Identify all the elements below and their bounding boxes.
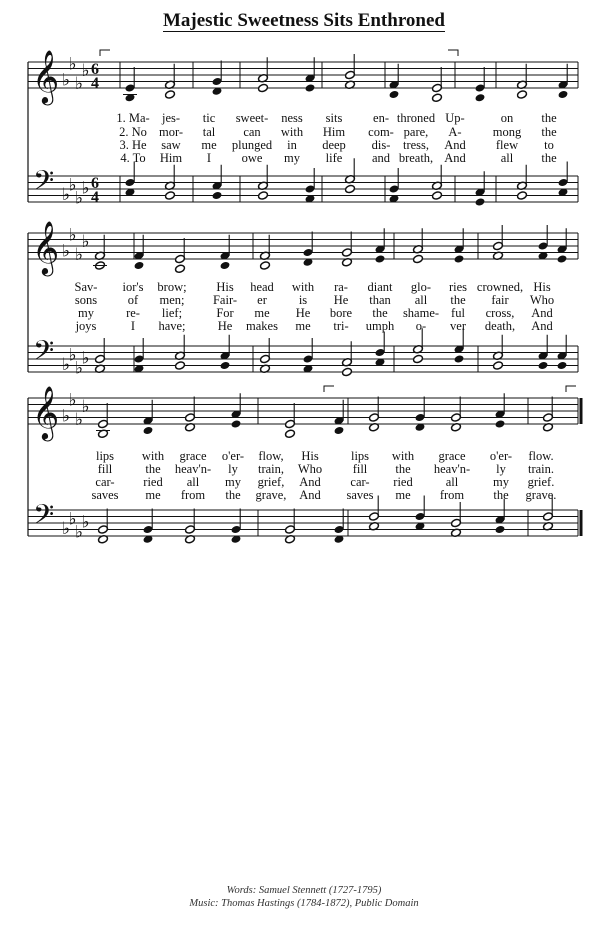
lyric-v4-s3: And [299,488,321,502]
lyric-v2-s1: com- [368,125,394,139]
flat-icon: ♭ [62,519,71,539]
lyric-v4-s3: the [225,488,241,502]
treble-quarter-note [454,254,465,263]
lyric-v4-s1: I [206,151,212,165]
lyric-v1-s3: grace [438,449,466,463]
bass-half-note [413,354,424,363]
lyric-v4-s1: breath, [398,151,434,165]
lyric-v4-s3: saves [346,488,374,502]
flat-icon: ♭ [62,355,71,375]
lyric-v4-s2: death, [484,319,516,333]
lyric-v1-s1: on [500,111,514,125]
bass-clef-icon: 𝄢 [33,498,55,537]
lyric-v4-s3: from [439,488,465,502]
lyric-v1-s2: glo- [410,280,432,294]
flat-icon: ♭ [62,70,71,91]
lyric-v1-s2: with [291,280,315,294]
bass-half-note [345,184,356,193]
bass-quarter-note [557,361,568,370]
lyric-v2-s1: tal [202,125,216,139]
lyric-v4-s2: joys [75,319,97,333]
lyric-v2-s1: pare, [403,125,429,139]
treble-half-note [165,90,176,99]
flat-icon: ♭ [75,409,84,430]
lyric-v3-s2: And [531,306,553,320]
bass-quarter-note [454,354,465,363]
lyric-v1-s2: ra- [334,280,348,294]
footer-music-credit: Music: Thomas Hastings (1784-1872), Public Domain [189,898,419,909]
lyric-v4-s2: And [531,319,553,333]
bass-half-note [165,191,176,200]
lyric-v3-s1: me [201,138,217,152]
lyric-v4-s3: the [493,488,509,502]
lyric-v4-s2: tri- [333,319,349,333]
bass-quarter-note [538,361,549,370]
bass-time-signature-bottom: 4 [91,189,99,206]
flat-icon: ♭ [75,522,84,543]
lyric-v4-s3: me [395,488,411,502]
lyric-v2-s3: heav'n- [433,462,471,476]
lyric-v2-s2: the [450,293,466,307]
lyric-v1-s2: ries [448,280,468,294]
lyric-v1-s1: the [541,111,557,125]
flat-icon: ♭ [62,185,71,205]
lyric-v2-s3: the [395,462,411,476]
lyric-v1-s1: sits [325,111,343,125]
lyric-v2-s2: sons [74,293,98,307]
bass-quarter-note [220,361,231,370]
lyric-v2-s2: is [298,293,308,307]
bass-clef-icon: 𝄢 [33,164,55,203]
lyric-v3-s3: And [299,475,321,489]
lyric-v2-s1: A- [448,125,462,139]
bass-half-note [342,367,353,376]
flat-icon: ♭ [68,345,77,366]
bass-half-note [258,191,269,200]
treble-clef-icon: 𝄞 [32,385,60,439]
lyric-v2-s3: ly [496,462,506,476]
lyric-v4-s1: my [284,151,300,165]
hymn-title: Majestic Sweetness Sits Enthroned [162,10,445,31]
bass-quarter-note [212,191,223,200]
lyric-v2-s2: Fair- [212,293,238,307]
treble-quarter-note [220,261,231,270]
lyric-v4-s1: and [371,151,391,165]
lyric-v3-s3: car- [350,475,370,489]
lyric-v2-s1: mor- [158,125,184,139]
lyric-v2-s2: He [333,293,349,307]
lyric-v3-s1: in [287,138,297,152]
lyric-v2-s2: er [257,293,267,307]
lyric-v4-s1: 4. To [120,151,146,165]
lyric-v2-s1: Him [322,125,346,139]
treble-quarter-note [134,261,145,270]
flat-icon: ♭ [81,178,90,199]
treble-quarter-note [143,426,154,435]
lyric-v1-s3: with [141,449,165,463]
footer-words-credit: Words: Samuel Stennett (1727-1795) [226,885,382,896]
lyric-v4-s2: umph [365,319,395,333]
lyric-v3-s1: deep [322,138,346,152]
lyric-v2-s1: the [541,125,557,139]
treble-quarter-note [558,90,569,99]
lyric-v3-s1: flew [495,138,519,152]
treble-quarter-note [334,426,345,435]
lyric-v4-s2: I [130,319,136,333]
lyric-v3-s2: For [216,306,234,320]
lyric-v3-s3: all [186,475,200,489]
flat-icon: ♭ [68,390,77,411]
lyric-v2-s2: than [369,293,391,307]
treble-half-note [413,254,424,263]
bass-half-note [493,361,504,370]
lyric-v1-s1: sweet- [235,111,269,125]
lyric-v3-s3: ried [143,475,163,489]
flat-icon: ♭ [68,509,77,530]
lyric-v3-s1: 3. He [119,138,147,152]
lyric-v3-s2: He [295,306,311,320]
phrase-bracket [566,386,576,392]
flat-icon: ♭ [81,60,90,81]
treble-half-note [258,83,269,92]
lyric-v2-s3: heav'n- [174,462,212,476]
flat-icon: ♭ [75,244,84,265]
lyric-v2-s3: ly [228,462,238,476]
lyric-v3-s2: shame- [402,306,440,320]
lyric-v1-s3: with [391,449,415,463]
treble-half-note [285,429,296,438]
lyric-v2-s1: can [243,125,261,139]
flat-icon: ♭ [68,225,77,246]
lyric-v3-s3: grief, [257,475,285,489]
lyric-v3-s2: re- [126,306,140,320]
lyric-v1-s2: His [216,280,234,294]
lyric-v2-s1: with [280,125,304,139]
flat-icon: ♭ [68,54,77,75]
lyric-v1-s2: Sav- [74,280,98,294]
lyric-v2-s1: 2. No [119,125,147,139]
flat-icon: ♭ [81,231,90,252]
lyric-v1-s2: head [250,280,274,294]
flat-icon: ♭ [81,512,90,533]
lyric-v3-s2: my [78,306,94,320]
phrase-bracket [100,50,110,56]
lyric-v1-s2: brow; [157,280,187,294]
lyric-v1-s3: His [301,449,319,463]
bass-time-signature-top: 6 [91,175,99,192]
lyric-v3-s3: ried [393,475,413,489]
lyric-v4-s3: grave, [255,488,287,502]
lyric-v1-s3: lips [350,449,370,463]
lyric-v4-s1: life [325,151,343,165]
lyric-v1-s1: en- [373,111,389,125]
bass-half-note [432,191,443,200]
lyric-v4-s3: grave. [525,488,557,502]
treble-clef-icon: 𝄞 [32,220,60,274]
treble-time-signature-top: 6 [91,61,99,78]
lyric-v3-s3: my [493,475,509,489]
bass-clef-icon: 𝄢 [33,334,55,373]
treble-quarter-note [557,254,568,263]
lyric-v2-s3: the [145,462,161,476]
flat-icon: ♭ [75,73,84,94]
lyric-v3-s2: the [372,306,388,320]
lyric-v1-s1: jes- [161,111,181,125]
lyric-v4-s2: o- [415,319,427,333]
lyric-v1-s1: 1. Ma- [116,111,150,125]
lyric-v3-s2: me [254,306,270,320]
lyric-v4-s3: me [145,488,161,502]
lyric-v1-s2: diant [367,280,393,294]
lyric-v1-s3: grace [179,449,207,463]
lyric-v3-s1: to [544,138,554,152]
lyric-v1-s1: ness [281,111,303,125]
flat-icon: ♭ [62,406,71,427]
lyric-v3-s1: plunged [231,138,273,152]
flat-icon: ♭ [75,358,84,379]
treble-quarter-note [231,419,242,428]
lyric-v3-s3: my [225,475,241,489]
treble-half-note [432,93,443,102]
lyric-v3-s1: dis- [371,138,391,152]
lyric-v4-s2: He [217,319,233,333]
flat-icon: ♭ [81,348,90,369]
lyric-v1-s3: flow, [258,449,284,463]
lyric-v3-s1: And [444,138,466,152]
treble-quarter-note [495,419,506,428]
lyric-v2-s3: train. [527,462,555,476]
treble-time-signature-bottom: 4 [91,75,99,92]
lyric-v3-s2: bore [329,306,353,320]
bass-half-note [175,361,186,370]
treble-quarter-note [375,254,386,263]
treble-quarter-note [305,83,316,92]
lyric-v3-s3: car- [95,475,115,489]
lyric-v3-s1: saw [161,138,181,152]
lyric-v3-s1: tress, [402,138,430,152]
lyric-v3-s2: ful [451,306,465,320]
treble-clef-icon: 𝄞 [32,49,60,103]
lyric-v1-s3: lips [95,449,115,463]
bass-quarter-note [475,197,486,206]
flat-icon: ♭ [75,188,84,209]
lyric-v1-s2: crowned, [476,280,524,294]
lyric-v4-s1: owe [241,151,263,165]
lyric-v4-s3: saves [91,488,119,502]
lyric-v3-s2: cross, [485,306,515,320]
lyric-v2-s2: fair [491,293,509,307]
lyric-v2-s1: mong [492,125,522,139]
lyric-v4-s1: all [500,151,514,165]
lyric-v2-s2: Who [529,293,555,307]
treble-quarter-note [475,93,486,102]
lyric-v4-s2: ver [450,319,466,333]
lyric-v1-s3: o'er- [489,449,513,463]
lyric-v4-s2: have; [158,319,186,333]
lyric-v3-s3: all [445,475,459,489]
lyric-v1-s3: flow. [528,449,554,463]
lyric-v4-s1: the [541,151,557,165]
lyric-v1-s2: ior's [122,280,144,294]
lyric-v2-s2: of [127,293,139,307]
treble-quarter-note [389,90,400,99]
lyric-v4-s2: makes [246,319,278,333]
lyric-v2-s3: train, [257,462,285,476]
lyric-v1-s3: o'er- [221,449,245,463]
flat-icon: ♭ [68,175,77,196]
flat-icon: ♭ [81,396,90,417]
treble-half-note [517,90,528,99]
lyric-v1-s1: Up- [445,111,465,125]
lyric-v2-s3: Who [297,462,323,476]
lyric-v3-s3: grief. [527,475,555,489]
lyric-v2-s2: all [414,293,428,307]
lyric-v1-s2: His [533,280,551,294]
flat-icon: ♭ [62,241,71,262]
lyric-v4-s1: Him [159,151,183,165]
phrase-bracket [448,50,458,56]
lyric-v4-s3: from [180,488,206,502]
lyric-v3-s2: lief; [161,306,183,320]
lyric-v2-s3: fill [352,462,368,476]
lyric-v2-s3: fill [97,462,113,476]
lyric-v1-s1: tic [202,111,216,125]
lyric-v1-s1: throned [396,111,436,125]
bass-quarter-note [495,525,506,534]
treble-half-note [260,261,271,270]
treble-half-note [175,264,186,273]
lyric-v4-s1: And [444,151,466,165]
lyric-v2-s2: men; [159,293,185,307]
lyric-v4-s2: me [295,319,311,333]
bass-half-note [517,191,528,200]
phrase-bracket [324,386,334,392]
